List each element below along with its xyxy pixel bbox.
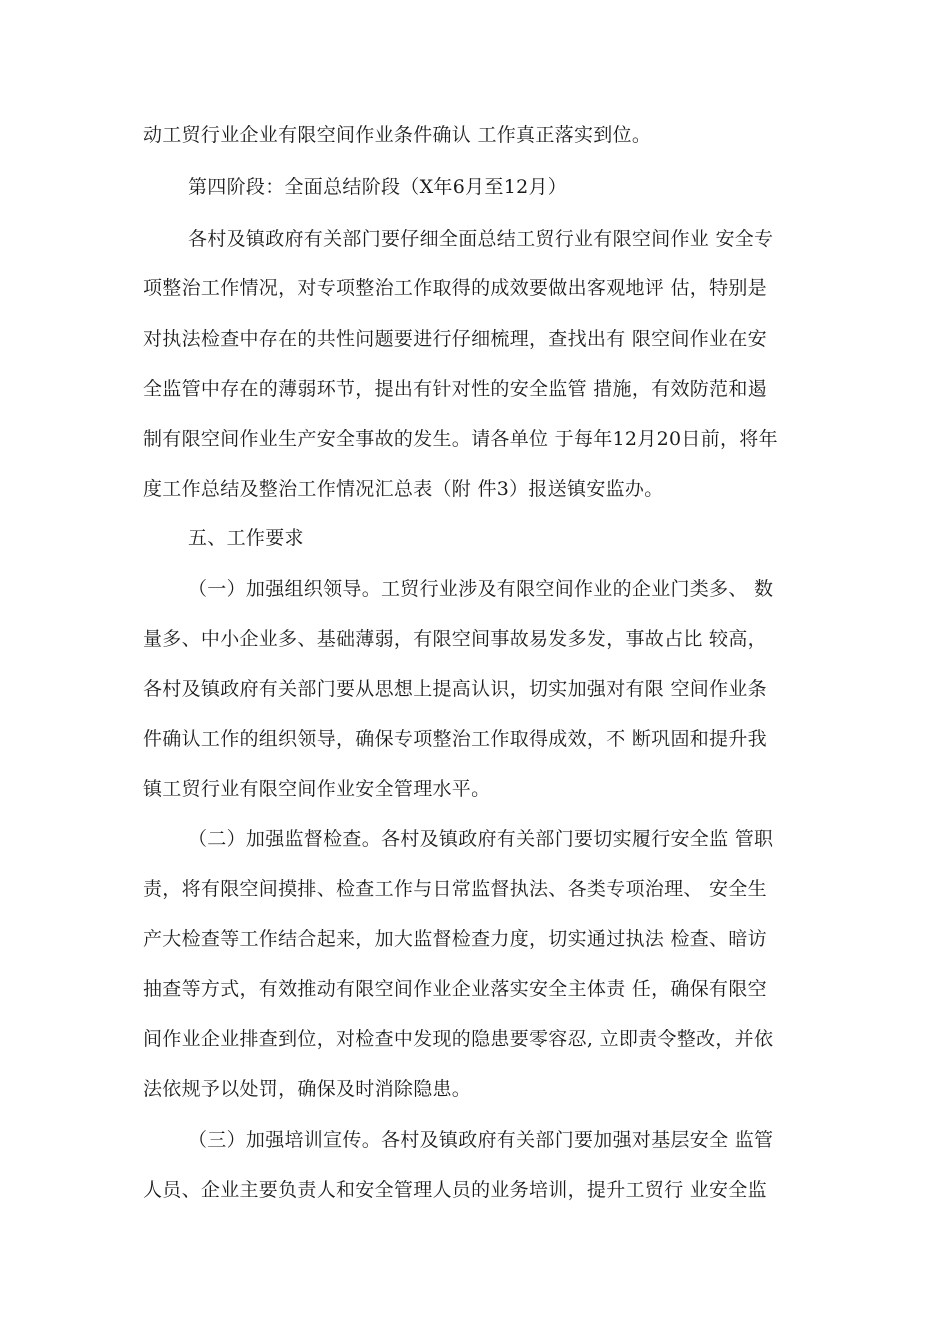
body-line: 项整治工作情况，对专项整治工作取得的成效要做出客观地评 估，特别是	[143, 277, 767, 299]
body-line: 人员、企业主要负责人和安全管理人员的业务培训，提升工贸行 业安全监	[143, 1179, 767, 1201]
body-line: 镇工贸行业有限空间作业安全管理水平。	[143, 778, 491, 800]
body-line: 各村及镇政府有关部门要从思想上提高认识，切实加强对有限 空间作业条	[143, 678, 767, 700]
body-line: 各村及镇政府有关部门要仔细全面总结工贸行业有限空间作业 安全专	[188, 228, 774, 250]
section-heading: 五、工作要求	[188, 527, 304, 549]
body-line: 产大检查等工作结合起来，加大监督检查力度，切实通过执法 检查、暗访	[143, 928, 767, 950]
body-line: 法依规予以处罚，确保及时消除隐患。	[143, 1078, 472, 1100]
body-line: 抽查等方式，有效推动有限空间作业企业落实安全主体责 任，确保有限空	[143, 978, 767, 1000]
body-line: （一）加强组织领导。工贸行业涉及有限空间作业的企业门类多、 数	[188, 578, 774, 600]
section-heading: 第四阶段：全面总结阶段（X年6月至12月）	[188, 176, 568, 198]
body-line: 责，将有限空间摸排、检查工作与日常监督执法、各类专项治理、 安全生	[143, 878, 767, 900]
body-line: 全监管中存在的薄弱环节，提出有针对性的安全监管 措施，有效防范和遏	[143, 378, 767, 400]
body-line: 动工贸行业企业有限空间作业条件确认 工作真正落实到位。	[143, 124, 652, 146]
body-line: 度工作总结及整治工作情况汇总表（附 件3）报送镇安监办。	[143, 478, 664, 500]
body-line: 制有限空间作业生产安全事故的发生。请各单位 于每年12月20日前，将年	[143, 428, 778, 450]
body-line: （二）加强监督检查。各村及镇政府有关部门要切实履行安全监 管职	[188, 828, 774, 850]
body-line: （三）加强培训宣传。各村及镇政府有关部门要加强对基层安全 监管	[188, 1129, 774, 1151]
body-line: 量多、中小企业多、基础薄弱，有限空间事故易发多发，事故占比 较高，	[143, 628, 767, 650]
body-line: 件确认工作的组织领导，确保专项整治工作取得成效，不 断巩固和提升我	[143, 728, 767, 750]
body-line: 间作业企业排查到位，对检查中发现的隐患要零容忍, 立即责令整改，并依	[143, 1028, 774, 1050]
body-line: 对执法检查中存在的共性问题要进行仔细梳理，查找出有 限空间作业在安	[143, 328, 767, 350]
